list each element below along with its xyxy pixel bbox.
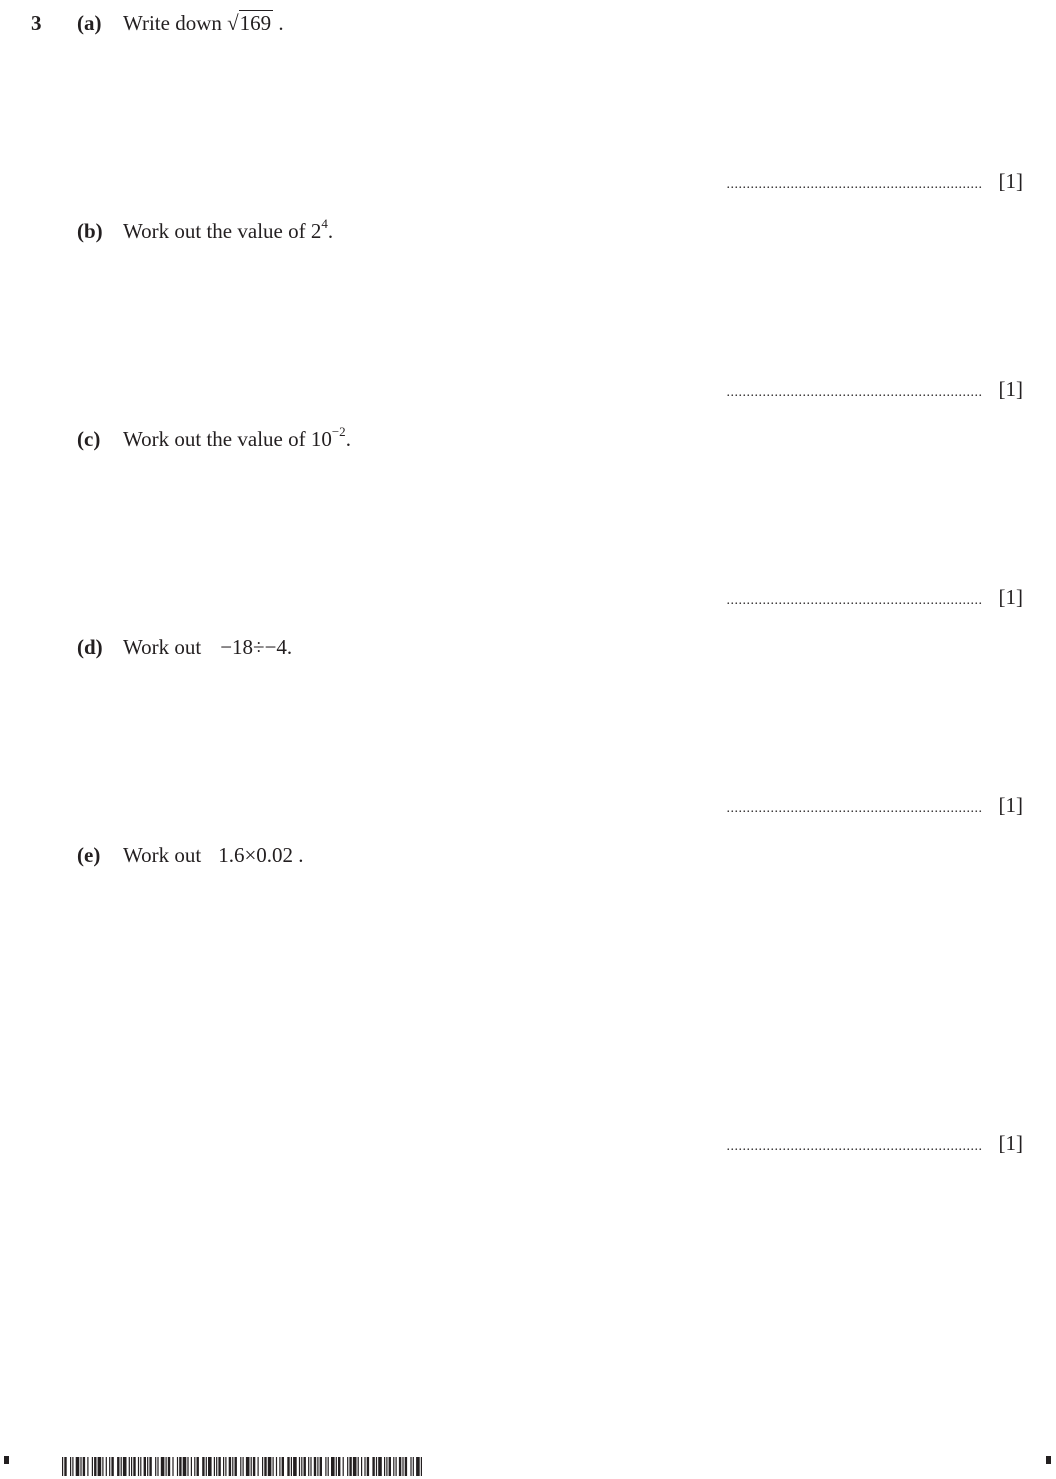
square-root [227,11,273,36]
barcode-bar [179,1457,181,1476]
barcode-bar [177,1457,178,1476]
barcode-bar [372,1457,374,1476]
barcode [62,1457,424,1476]
part-e-label: (e) [77,843,101,867]
barcode-bar [144,1457,146,1476]
barcode-bar [376,1457,377,1476]
part-b-text: Work out the value of 2 [123,219,322,243]
barcode-bar [235,1457,237,1476]
barcode-bar [149,1457,151,1476]
barcode-bar [80,1457,81,1476]
barcode-bar [399,1457,401,1476]
barcode-bar [229,1457,231,1476]
barcode-bar [358,1457,359,1476]
answer-line-b[interactable] [727,377,1024,402]
question-number: 3 [31,11,42,35]
barcode-bar [223,1457,224,1476]
barcode-bar [338,1457,340,1476]
barcode-bar [129,1457,130,1476]
barcode-bar [320,1457,322,1476]
barcode-bar [349,1457,351,1476]
answer-dots: ................................................................ [726,385,983,400]
barcode-bar [317,1457,318,1476]
barcode-bar [310,1457,311,1476]
barcode-bar [187,1457,188,1476]
barcode-bar [202,1457,204,1476]
part-c-text: Work out the value of 10 [123,427,332,451]
barcode-bar [121,1457,122,1476]
barcode-bar [102,1457,103,1476]
exponent: −2 [331,424,346,439]
part-d-text: Work out [123,635,202,659]
barcode-bar [183,1457,187,1476]
barcode-bar [308,1457,309,1476]
barcode-bar [140,1457,141,1476]
barcode-bar [279,1457,280,1476]
barcode-bar [287,1457,289,1476]
part-d-label: (d) [77,635,103,659]
barcode-bar [168,1457,170,1476]
barcode-bar [251,1457,252,1476]
answer-line-e[interactable] [727,1131,1024,1156]
barcode-bar [328,1457,329,1476]
mark-allocation: [1] [998,585,1023,609]
barcode-bar [264,1457,266,1476]
barcode-bar [314,1457,316,1476]
barcode-bar [389,1457,391,1476]
barcode-bar [378,1457,382,1476]
part-e [77,843,304,868]
barcode-bar [421,1457,422,1476]
answer-dots: ................................................................ [726,177,983,192]
barcode-bar [413,1457,414,1476]
barcode-bar [87,1457,88,1476]
mark-allocation: [1] [998,377,1023,401]
barcode-bar [191,1457,192,1476]
barcode-bar [416,1457,420,1476]
barcode-bar [405,1457,407,1476]
barcode-bar [393,1457,394,1476]
barcode-bar [208,1457,212,1476]
barcode-bar [62,1457,63,1476]
barcode-bar [64,1457,66,1476]
barcode-bar [157,1457,158,1476]
radical-sign: √ [227,11,239,35]
barcode-bar [72,1457,73,1476]
barcode-bar [243,1457,244,1476]
barcode-bar [225,1457,226,1476]
answer-dots: ................................................................ [726,593,983,608]
barcode-bar [83,1457,85,1476]
barcode-bar [232,1457,233,1476]
barcode-bar [131,1457,132,1476]
barcode-bar [214,1457,215,1476]
part-b-label: (b) [77,219,103,243]
barcode-bar [70,1457,71,1476]
part-e-expression: 1.6×0.02 . [218,843,304,867]
registration-mark-right [1046,1456,1051,1464]
barcode-bar [117,1457,119,1476]
barcode-bar [299,1457,300,1476]
barcode-bar [293,1457,297,1476]
barcode-bar [301,1457,302,1476]
barcode-bar [206,1457,207,1476]
part-d-expression: −18÷−4. [220,635,293,659]
barcode-bar [166,1457,167,1476]
answer-line-a[interactable] [727,169,1024,194]
barcode-bar [386,1457,387,1476]
part-c-after: . [345,427,351,451]
barcode-bar [111,1457,113,1476]
barcode-bar [147,1457,148,1476]
exponent: 4 [321,216,328,231]
answer-dots: ................................................................ [726,801,983,816]
barcode-bar [123,1457,127,1476]
barcode-bar [361,1457,362,1476]
barcode-bar [194,1457,195,1476]
barcode-bar [273,1457,274,1476]
barcode-bar [262,1457,263,1476]
barcode-bar [268,1457,272,1476]
mark-allocation: [1] [998,793,1023,817]
barcode-bar [155,1457,156,1476]
barcode-bar [258,1457,259,1476]
part-c [77,424,351,452]
barcode-bar [276,1457,277,1476]
barcode-bar [347,1457,348,1476]
mark-allocation: [1] [998,169,1023,193]
part-d [77,635,292,660]
barcode-bar [367,1457,369,1476]
barcode-bar [216,1457,217,1476]
barcode-bar [402,1457,403,1476]
barcode-bar [92,1457,93,1476]
part-b-after: . [327,219,334,243]
answer-line-d[interactable] [727,793,1024,818]
barcode-bar [410,1457,411,1476]
part-a-text: Write down [123,11,228,35]
barcode-bar [331,1457,335,1476]
barcode-bar [253,1457,255,1476]
barcode-bar [325,1457,326,1476]
barcode-bar [384,1457,385,1476]
barcode-bar [138,1457,139,1476]
barcode-bar [133,1457,135,1476]
barcode-bar [172,1457,173,1476]
part-e-text: Work out [123,843,202,867]
barcode-bar [94,1457,96,1476]
part-a [77,11,284,36]
barcode-bar [304,1457,306,1476]
barcode-bar [218,1457,220,1476]
barcode-bar [246,1457,250,1476]
part-b [77,216,334,244]
barcode-bar [161,1457,165,1476]
barcode-bar [353,1457,357,1476]
part-a-label: (a) [77,11,102,35]
barcode-bar [109,1457,110,1476]
barcode-bar [197,1457,199,1476]
barcode-bar [336,1457,337,1476]
barcode-bar [240,1457,241,1476]
barcode-bar [98,1457,102,1476]
barcode-bar [76,1457,80,1476]
mark-allocation: [1] [998,1131,1023,1155]
barcode-bar [291,1457,292,1476]
barcode-bar [106,1457,107,1476]
answer-line-c[interactable] [727,585,1024,610]
barcode-bar [364,1457,365,1476]
answer-dots: ................................................................ [726,1139,983,1154]
part-c-label: (c) [77,427,101,451]
barcode-bar [282,1457,284,1476]
radicand: 169 [239,11,272,35]
barcode-bar [343,1457,344,1476]
part-a-after: . [273,11,284,35]
barcode-bar [396,1457,397,1476]
registration-mark-left [4,1456,9,1464]
